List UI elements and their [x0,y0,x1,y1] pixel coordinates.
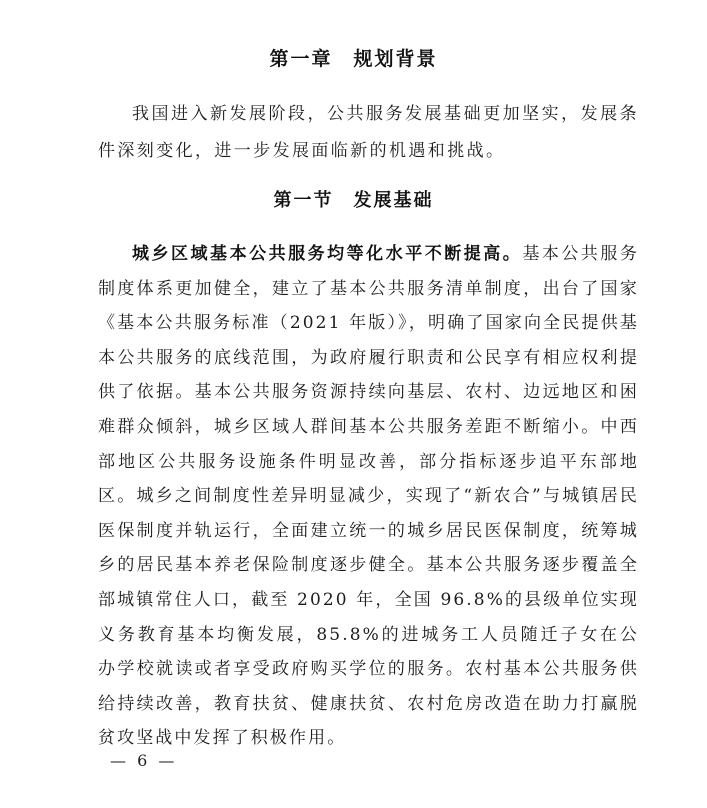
topic-sentence-bold: 城乡区域基本公共服务均等化水平不断提高。 [132,244,523,264]
intro-paragraph: 我国进入新发展阶段，公共服务发展基础更加坚实，发展条件深刻变化，进一步发展面临新的机遇和挑战。 [98,104,639,161]
body-paragraph-text: 基本公共服务制度体系更加健全，建立了基本公共服务清单制度，出台了国家《基本公共服务标准（2021 年版）》，明确了国家向全民提供基本公共服务的底线范围，为政府履行职责和公民享有相应权利提供了依据。基本公共服务资源持续向基层、农村、边远地区和困难群众倾斜，城乡区域人群间基本公共服务差距不断缩小。中西部地区公共服务设施条件明显改善，部分指标逐步追平东部地区。城乡之间制度性差异明显减少，实现了“新农合”与城镇居民医保制度并轨运行，全面建立统一的城乡居民医保制度，统筹城乡的居民基本养老保险制度逐步健全。基本公共服务逐步覆盖全部城镇常住人口，截至 2020 年，全国 96.8%的县级单位实现义务教育基本均衡发展，85.8%的进城务工人员随迁子女在公办学校就读或者享受政府购买学位的服务。农村基本公共服务供给持续改善，教育扶贫、健康扶贫、农村危房改造在助力打赢脱贫攻坚战中发挥了积极作用。 [98,244,639,749]
page-number: — 6 — [110,751,178,770]
chapter-title: 第一章 规划背景 [269,49,438,70]
body-paragraph [98,237,639,756]
section-title: 第一节 发展基础 [273,190,434,210]
